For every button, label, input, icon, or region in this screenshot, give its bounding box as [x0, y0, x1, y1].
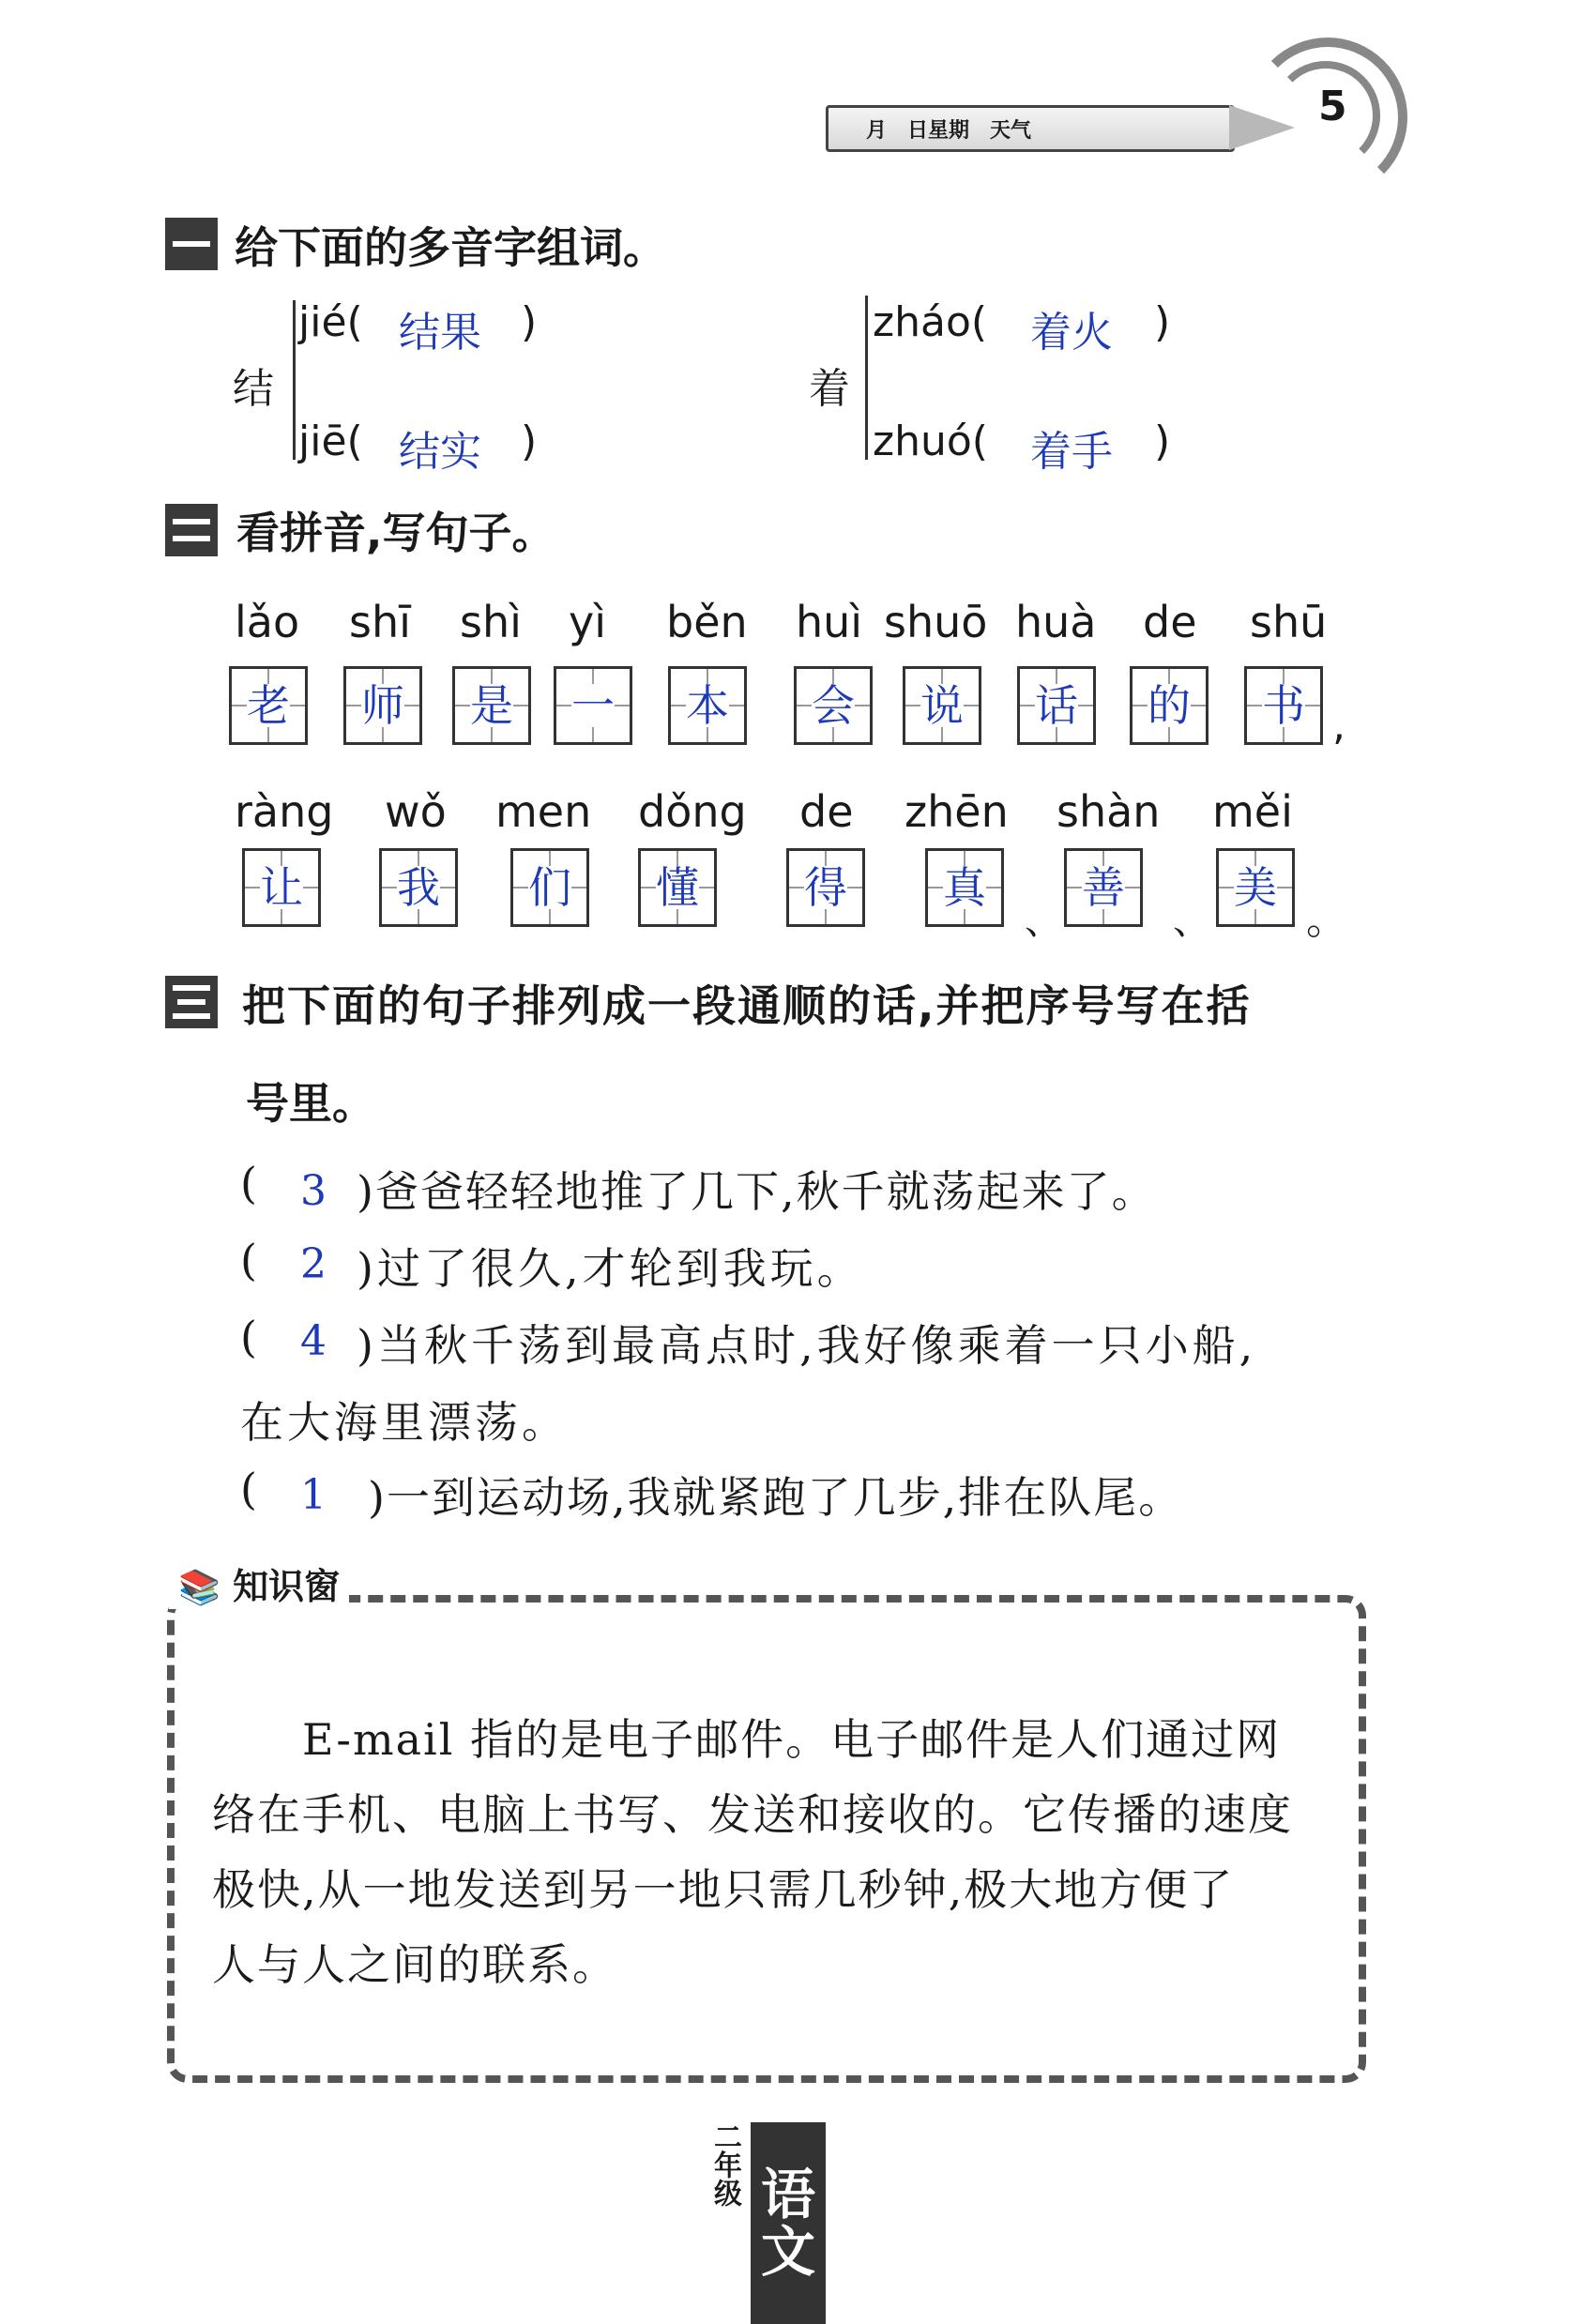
close-1b: ): [521, 418, 538, 465]
char-box-l2-1: 我: [379, 848, 458, 927]
char-box-l2-4: 得: [786, 848, 865, 927]
pinyin-1b: jiē(: [298, 418, 363, 465]
pinyin-l1-0: lǎo: [235, 597, 300, 647]
grade-label: 二年级: [708, 2122, 741, 2207]
subject-tab: [751, 2122, 826, 2324]
knowledge-line-4: 人与人之间的联系。: [212, 1939, 617, 1990]
order-item-3-text: )当秋千荡到最高点时,我好像乘着一只小船,: [357, 1320, 1257, 1371]
polyphone-char-1: 结: [233, 365, 274, 413]
close-1a: ): [521, 298, 538, 346]
order-item-1-open: (: [240, 1158, 257, 1208]
char-box-l2-5: 真: [925, 848, 1004, 927]
section-3-title-line2: 号里。: [246, 1078, 375, 1129]
knowledge-title-text: 知识窗: [233, 1566, 341, 1607]
close-2b: ): [1154, 418, 1171, 465]
order-item-3-open: (: [240, 1312, 257, 1362]
char-box-l1-6: 说: [903, 666, 981, 745]
char-box-l1-0: 老: [229, 666, 308, 745]
pinyin-l1-5: huì: [796, 597, 863, 647]
order-item-3-num: 4: [300, 1317, 327, 1365]
line2-end-punct: 。: [1306, 896, 1347, 944]
char-box-l1-3: 一: [554, 666, 632, 745]
order-item-4-open: (: [240, 1464, 257, 1514]
section-1-title: 给下面的多音字组词。: [235, 222, 666, 273]
close-2a: ): [1154, 298, 1171, 346]
char-box-l2-2: 们: [510, 848, 589, 927]
pinyin-l1-7: huà: [1015, 597, 1097, 647]
order-item-2-open: (: [240, 1235, 257, 1285]
book-icon: 📚: [178, 1569, 220, 1607]
order-item-1-num: 3: [300, 1167, 327, 1215]
order-item-4-text: )一到运动场,我就紧跑了几步,排在队尾。: [368, 1472, 1184, 1523]
pinyin-l1-3: yì: [569, 597, 607, 647]
pinyin-l1-8: de: [1143, 597, 1197, 647]
line2-sep-1: 、: [1025, 900, 1062, 943]
section-2-title: 看拼音,写句子。: [236, 508, 555, 558]
pinyin-l2-0: ràng: [235, 786, 334, 837]
pinyin-l2-3: dǒng: [638, 786, 747, 837]
knowledge-line-3: 极快,从一地发送到另一地只需几秒钟,极大地方便了: [212, 1864, 1235, 1915]
knowledge-title: [169, 1557, 349, 1609]
char-box-l1-2: 是: [452, 666, 531, 745]
knowledge-line-1: E-mail 指的是电子邮件。电子邮件是人们通过网: [302, 1714, 1282, 1765]
char-box-l1-5: 会: [794, 666, 873, 745]
order-item-4-num: 1: [300, 1471, 327, 1519]
section-marker-3: [165, 976, 218, 1028]
pinyin-l1-6: shuō: [884, 597, 988, 647]
polyphone-char-2: 着: [809, 365, 850, 413]
page-number: 5: [1318, 83, 1347, 130]
pinyin-l2-4: de: [799, 786, 854, 837]
brace-1: [293, 300, 296, 460]
char-box-l1-1: 师: [343, 666, 422, 745]
pinyin-1a: jié(: [298, 298, 363, 346]
subject-char-2: 文: [760, 2219, 815, 2284]
pencil-tip-icon: [1229, 105, 1295, 150]
char-box-l1-7: 话: [1017, 666, 1096, 745]
order-item-1-text: )爸爸轻轻地推了几下,秋千就荡起来了。: [357, 1166, 1157, 1217]
section-marker-2: [165, 504, 218, 556]
char-box-l2-3: 懂: [638, 848, 717, 927]
line1-end-punct: ,: [1332, 702, 1345, 750]
char-box-l1-9: 书: [1244, 666, 1323, 745]
section-3-title-line1: 把下面的句子排列成一段通顺的话,并把序号写在括: [242, 980, 1252, 1031]
answer-2b: 着手: [1030, 428, 1113, 476]
char-box-l1-8: 的: [1130, 666, 1209, 745]
pinyin-2a: zháo(: [873, 298, 988, 346]
date-label: 月 日星期 天气: [866, 118, 1032, 143]
order-item-2-text: )过了很久,才轮到我玩。: [357, 1243, 864, 1294]
pinyin-l2-5: zhēn: [905, 786, 1009, 837]
knowledge-line-2: 络在手机、电脑上书写、发送和接收的。它传播的速度: [212, 1789, 1293, 1840]
order-item-2-num: 2: [300, 1240, 327, 1288]
pinyin-l1-4: běn: [666, 597, 748, 647]
pinyin-l2-7: měi: [1212, 786, 1293, 837]
pinyin-l2-1: wǒ: [385, 786, 447, 837]
date-weather-bar: [826, 105, 1235, 152]
char-box-l1-4: 本: [668, 666, 747, 745]
answer-2a: 着火: [1030, 309, 1113, 357]
pinyin-l2-2: men: [495, 786, 592, 837]
section-marker-1: [165, 218, 218, 270]
line2-sep-2: 、: [1173, 900, 1210, 943]
char-box-l2-7: 美: [1216, 848, 1295, 927]
pinyin-2b: zhuó(: [873, 418, 988, 465]
answer-1a: 结果: [399, 309, 481, 357]
brace-2: [865, 296, 868, 460]
char-box-l2-6: 善: [1064, 848, 1143, 927]
pinyin-l1-9: shū: [1250, 597, 1328, 647]
subject-char-1: 语: [760, 2162, 815, 2226]
order-item-3-cont: 在大海里漂荡。: [240, 1397, 569, 1448]
pinyin-l1-2: shì: [460, 597, 522, 647]
char-box-l2-0: 让: [242, 848, 321, 927]
pinyin-l2-6: shàn: [1057, 786, 1161, 837]
pinyin-l1-1: shī: [349, 597, 411, 647]
answer-1b: 结实: [399, 428, 481, 476]
